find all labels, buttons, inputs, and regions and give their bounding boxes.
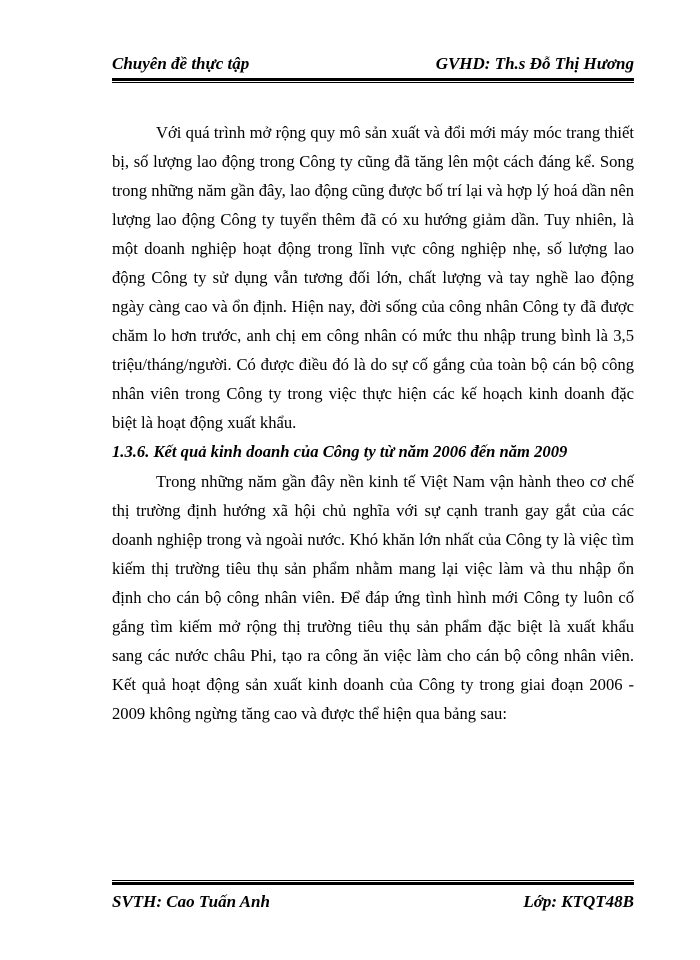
header-rule-thin: [112, 82, 634, 83]
page-header: [112, 52, 634, 78]
body-paragraph-2: Trong những năm gần đây nền kinh tế Việt Nam vận hành theo cơ chế thị trường định hướng xã hội chủ nghĩa với sự cạnh tranh gay gắt của các doanh nghiệp trong và ngoài nước. Khó khăn lớn nhất của Công ty là việc tìm kiếm thị trường tiêu thụ sản phẩm nhằm mang lại việc làm và thu nhập ổn định cho cán bộ công nhân viên. Để đáp ứng tình hình mới Công ty luôn cố gắng tìm kiếm mở rộng thị trường tiêu thụ sản phẩm đặc biệt là xuất khẩu sang các nước châu Phi, tạo ra công ăn việc làm cho cán bộ công nhân viên. Kết quả hoạt động sản xuất kinh doanh của Công ty trong giai đoạn 2006 - 2009 không ngừng tăng cao và được thể hiện qua bảng sau:: [112, 472, 634, 723]
footer-class: Lớp: KTQT48B: [523, 892, 634, 911]
footer-student: SVTH: Cao Tuấn Anh: [112, 892, 270, 911]
section-heading: 1.3.6. Kết quả kinh doanh của Công ty từ năm 2006 đến năm 2009: [112, 442, 568, 461]
header-supervisor: GVHD: Th.s Đỗ Thị Hương: [435, 54, 634, 73]
header-report-title: Chuyên đề thực tập: [112, 54, 250, 73]
footer-rule-thin: [112, 880, 634, 881]
body-paragraph-1: Với quá trình mở rộng quy mô sản xuất và đổi mới máy móc trang thiết bị, số lượng lao động trong Công ty cũng đã tăng lên một cách đáng kể. Song trong những năm gần đây, lao động cũng được bố trí lại và hợp lý hoá dần nên lượng lao động Công ty tuyển thêm đã có xu hướng giảm dần. Tuy nhiên, là một doanh nghiệp hoạt động trong lĩnh vực công nghiệp nhẹ, số lượng lao động Công ty sử dụng vẫn tương đối lớn, chất lượng và tay nghề lao động ngày càng cao và ổn định. Hiện nay, đời sống của công nhân Công ty đã được chăm lo hơn trước, anh chị em công nhân có mức thu nhập trung bình là 3,5 triệu/tháng/người. Có được điều đó là do sự cố gắng của toàn bộ cán bộ công nhân viên trong Công ty trong việc thực hiện các kế hoạch kinh doanh đặc biệt là hoạt động xuất khẩu.: [112, 123, 634, 432]
header-rule-thick: [112, 78, 634, 81]
page-footer: [112, 888, 634, 914]
footer-rule-thick: [112, 882, 634, 885]
page-body: [112, 118, 634, 728]
